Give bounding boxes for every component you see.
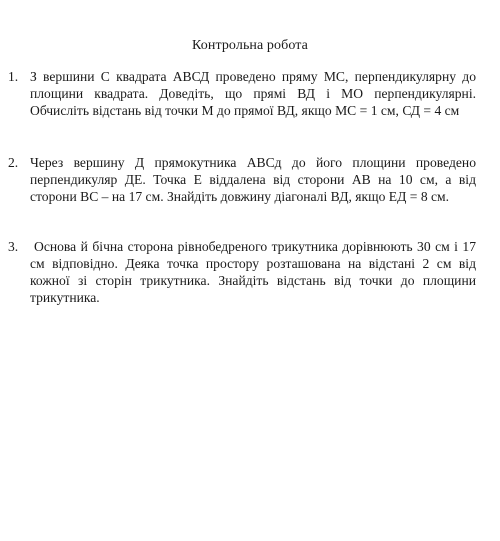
task-text: Через вершину Д прямокутника АВСд до його площини проведено перпендикуляр ДЕ. Точка Е віддалена від сторони АВ на 10 см, а від сторони ВС – на 17 см. Знайдіть довжину діагоналі ВД, якщо ЕД = 8 см. [30,155,476,204]
task-item-1 [8,68,476,119]
document-title: Контрольна робота [192,38,308,53]
task-number: 2. [8,155,19,170]
task-item-2 [8,154,476,205]
task-text: Основа й бічна сторона рівнобедреного трикутника дорівнюють 30 см і 17 см відповідно. Деяка точка простору розташована на відстані 2 см від кожної зі сторін трикутника. Знайдіть відстань від точки до площини трикутника. [30,239,476,305]
task-text: З вершини С квадрата АВСД проведено пряму МС, перпендикулярну до площини квадрата. Доведіть, що прямі ВД і МО перпендикулярні. Обчисліть відстань від точки М до прямої ВД, якщо МС = 1 см, СД = 4 см [30,69,476,118]
task-number: 3. [8,239,19,254]
task-item-3 [8,238,476,306]
task-number: 1. [8,69,19,84]
